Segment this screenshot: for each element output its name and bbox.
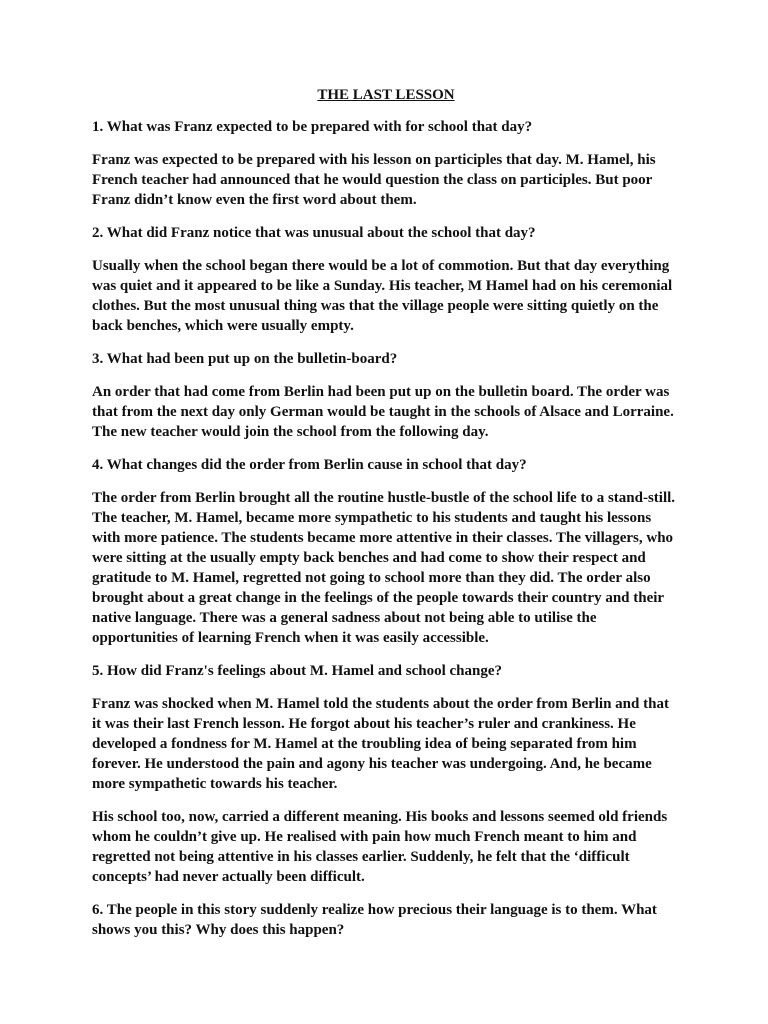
question-6: 6. The people in this story suddenly realize how precious their language is to them. What shows you this? Why does this happen? bbox=[92, 902, 657, 938]
answer-1: Franz was expected to be prepared with his lesson on participles that day. M. Hamel, his French teacher had announced that he would question the class on participles. But poor Franz didn’t know even the first word about them. bbox=[92, 152, 656, 208]
document-title: THE LAST LESSON bbox=[317, 87, 455, 103]
answer-5-paragraph-2: His school too, now, carried a different meaning. His books and lessons seemed old friends whom he couldn’t give up. He realised with pain how much French meant to him and regretted not being attentive in his classes earlier. Suddenly, he felt that the ‘difficult concepts’ had never actually been difficult. bbox=[92, 809, 668, 885]
answer-2: Usually when the school began there would be a lot of commotion. But that day everything was quiet and it appeared to be like a Sunday. His teacher, M Hamel had on his ceremonial clothes. But the most unusual thing was that the village people were sitting quietly on the back benches, which were usually empty. bbox=[92, 258, 673, 334]
question-5: 5. How did Franz's feelings about M. Hamel and school change? bbox=[92, 663, 503, 679]
question-2: 2. What did Franz notice that was unusual about the school that day? bbox=[92, 225, 536, 241]
question-3: 3. What had been put up on the bulletin-board? bbox=[92, 351, 398, 367]
question-4: 4. What changes did the order from Berlin cause in school that day? bbox=[92, 457, 527, 473]
answer-3: An order that had come from Berlin had been put up on the bulletin board. The order was that from the next day only German would be taught in the schools of Alsace and Lorraine. The new teacher would join the school from the following day. bbox=[92, 384, 674, 440]
answer-4: The order from Berlin brought all the routine hustle-bustle of the school life to a stand-still. The teacher, M. Hamel, became more sympathetic to his students and taught his lessons with more patience. The students became more attentive in their classes. The villagers, who were sitting at the usually empty back benches and had come to show their respect and gratitude to M. Hamel, regretted not going to school more than they did. The order also brought about a great change in the feelings of the people towards their country and their native language. There was a general sadness about not being able to utilise the opportunities of learning French when it was easily accessible. bbox=[92, 490, 676, 646]
question-1: 1. What was Franz expected to be prepared with for school that day? bbox=[92, 119, 533, 135]
answer-5-paragraph-1: Franz was shocked when M. Hamel told the students about the order from Berlin and that it was their last French lesson. He forgot about his teacher’s ruler and crankiness. He developed a fondness for M. Hamel at the troubling idea of being separated from him forever. He understood the pain and agony his teacher was undergoing. And, he became more sympathetic towards his teacher. bbox=[92, 696, 669, 792]
